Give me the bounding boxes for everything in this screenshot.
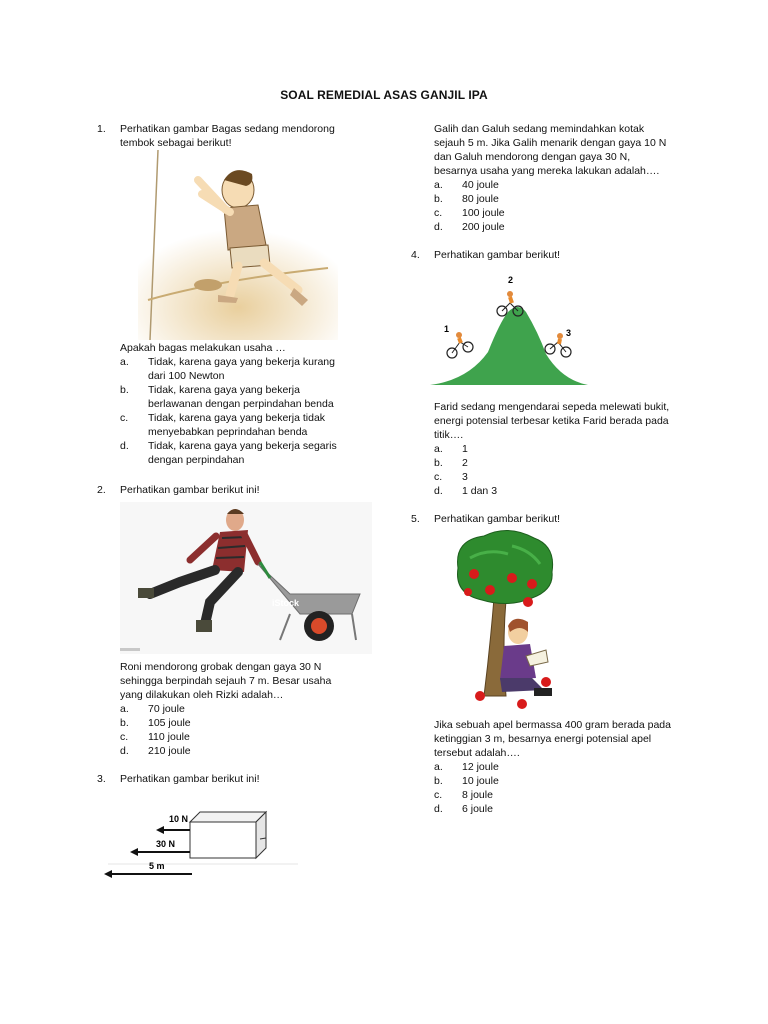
q3-option-d[interactable]: d. 200 joule — [434, 221, 505, 233]
q2-option-d[interactable]: d. 210 joule — [120, 745, 191, 757]
q2-question: Roni mendorong grobak dengan gaya 30 N sehingga berpindah sejauh 7 m. Besar usaha yang dilakukan oleh Rizki adalah… — [120, 661, 332, 701]
q2-image-watermark: iStock — [272, 598, 300, 608]
page-title: SOAL REMEDIAL ASAS GANJIL IPA — [280, 88, 488, 102]
q1-boy-pushing-wall-image — [138, 150, 338, 340]
q3-force-label-10n: 10 N — [169, 814, 189, 824]
q4-number: 4. — [411, 249, 420, 261]
q4-option-d[interactable]: d. 1 dan 3 — [434, 485, 498, 497]
q2-option-a[interactable]: a. 70 joule — [120, 703, 185, 715]
q5-number: 5. — [411, 513, 420, 525]
q3-number: 3. — [97, 773, 106, 785]
q5-option-c[interactable]: c. 8 joule — [434, 789, 493, 801]
q4-option-c[interactable]: c. 3 — [434, 471, 468, 483]
q1-option-a[interactable]: a. Tidak, karena gaya yang bekerja kurang dari 100 Newton — [120, 356, 335, 382]
q2-number: 2. — [97, 484, 106, 496]
q3-option-b[interactable]: b. 80 joule — [434, 193, 499, 205]
q5-stem: Perhatikan gambar berikut! — [434, 513, 561, 525]
q1-option-d[interactable]: d. Tidak, karena gaya yang bekerja segaris dengan perpindahan — [120, 440, 337, 466]
q4-bicycle-hill-image — [428, 272, 590, 388]
q4-point-label-2: 2 — [508, 275, 514, 285]
q4-options — [434, 442, 674, 498]
q3-option-c[interactable]: c. 100 joule — [434, 207, 505, 219]
q5-options — [434, 760, 674, 816]
q5-option-a[interactable]: a. 12 joule — [434, 761, 499, 773]
q3-option-a[interactable]: a. 40 joule — [434, 179, 499, 191]
q2-options — [120, 702, 350, 758]
q1-options — [120, 355, 350, 467]
q4-option-b[interactable]: b. 2 — [434, 457, 468, 469]
q3-options — [434, 178, 674, 234]
q4-point-label-3: 3 — [566, 328, 572, 338]
q2-option-c[interactable]: c. 110 joule — [120, 731, 190, 743]
q5-option-b[interactable]: b. 10 joule — [434, 775, 499, 787]
q1-stem: Perhatikan gambar Bagas sedang mendorong tembok sebagai berikut! — [120, 123, 335, 149]
q4-option-a[interactable]: a. 1 — [434, 443, 468, 455]
q5-question: Jika sebuah apel bermassa 400 gram berada pada ketinggian 3 m, besarnya energi potensial apel tersebut adalah…. — [434, 719, 671, 759]
q3-stem: Perhatikan gambar berikut ini! — [120, 773, 260, 785]
q3-distance-label-5m: 5 m — [149, 861, 165, 871]
q2-man-pushing-wheelbarrow-image — [120, 502, 372, 654]
q3-box-forces-diagram — [98, 794, 298, 886]
q2-stem: Perhatikan gambar berikut ini! — [120, 484, 260, 496]
q4-question: Farid sedang mengendarai sepeda melewati bukit, energi potensial terbesar ketika Farid berada pada titik…. — [434, 401, 670, 441]
q3-question: Galih dan Galuh sedang memindahkan kotak sejauh 5 m. Jika Galih menarik dengan gaya 10 N dan Galuh mendorong dengan gaya 30 N, besarnya usaha yang mereka lakukan adalah…. — [434, 123, 667, 177]
q5-boy-under-apple-tree-image — [448, 528, 560, 712]
q1-option-b[interactable]: b. Tidak, karena gaya yang bekerja berlawanan dengan perpindahan benda — [120, 384, 334, 410]
q3-force-label-30n: 30 N — [156, 839, 176, 849]
q4-point-label-1: 1 — [444, 324, 450, 334]
q1-number: 1. — [97, 123, 106, 135]
q1-option-c[interactable]: c. Tidak, karena gaya yang bekerja tidak menyebabkan peprindahan benda — [120, 412, 326, 438]
q4-stem: Perhatikan gambar berikut! — [434, 249, 561, 261]
q5-option-d[interactable]: d. 6 joule — [434, 803, 493, 815]
q2-option-b[interactable]: b. 105 joule — [120, 717, 191, 729]
q1-question: Apakah bagas melakukan usaha … — [120, 342, 286, 354]
